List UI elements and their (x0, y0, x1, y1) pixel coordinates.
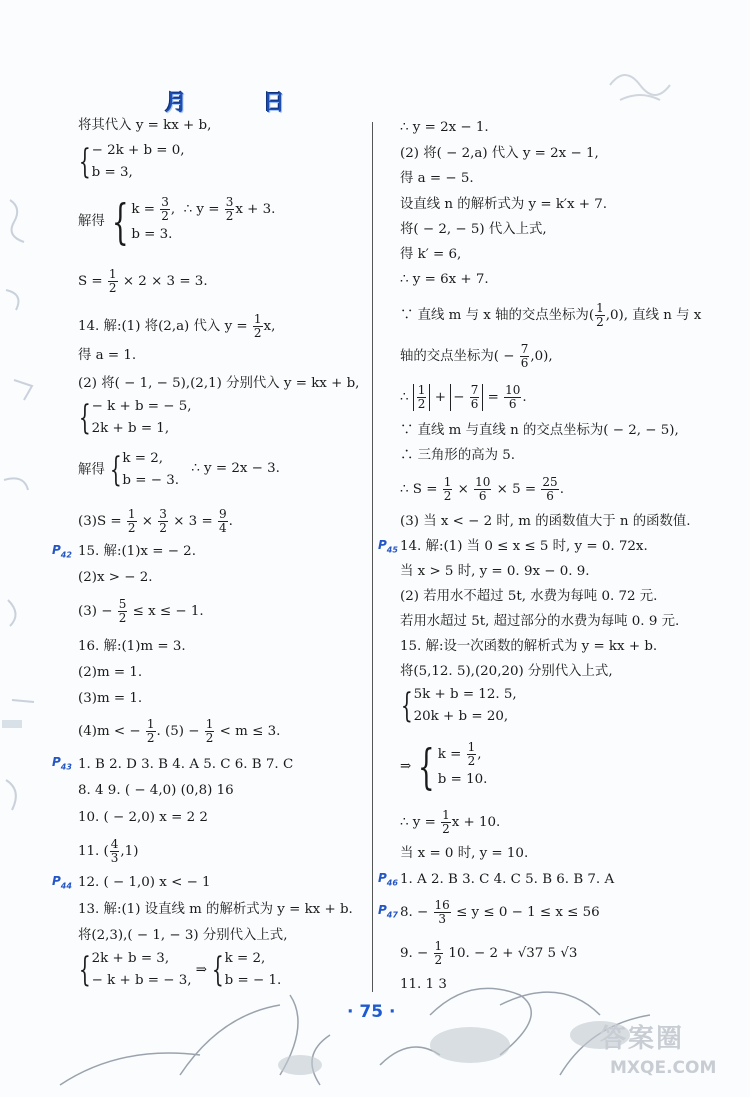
text-line: ∴ y = 2x − 1. (400, 120, 489, 135)
equation-system: { − k + b = − 5, 2k + b = 1, (78, 398, 192, 438)
text-line: 将(5,12. 5),(20,20) 分别代入上式, (400, 664, 613, 679)
text-line: 15. 解:(1)x = − 2. (78, 544, 196, 559)
text-line: (3) 当 x < − 2 时, m 的函数值大于 n 的函数值. (400, 514, 691, 529)
answer-line: 8. 4 9. ( − 4,0) (0,8) 16 (78, 783, 234, 798)
answer-line: 1. A 2. B 3. C 4. C 5. B 6. B 7. A (400, 872, 615, 887)
equation-system: { 5k + b = 12. 5, 20k + b = 20, (400, 686, 517, 726)
text-line: ∵ 直线 m 与直线 n 的交点坐标为( − 2, − 5), (400, 423, 679, 438)
page-marker-46: $P_{46}$ (378, 871, 398, 888)
equation-system: { 2k + b = 3, − k + b = − 3, ⇒ { k = 2, b = − 1. (78, 950, 282, 990)
text-line: 将( − 2, − 5) 代入上式, (400, 222, 547, 237)
text-line: (2)m = 1. (78, 665, 143, 680)
equation-system: { − 2k + b = 0, b = 3, (78, 142, 185, 182)
page-marker-47: $P_{47}$ (378, 903, 398, 920)
text-line: 将(2,3),( − 1, − 3) 分别代入上式, (78, 928, 288, 943)
text-line: 15. 解:设一次函数的解析式为 y = kx + b. (400, 639, 658, 654)
text-line: 设直线 n 的解析式为 y = k′x + 7. (400, 197, 608, 212)
text-line: ∴ 三角形的高为 5. (400, 448, 516, 463)
page-marker-42: $P_{42}$ (52, 543, 72, 560)
solution-line: 解得 { k = $\frac{3}{2}$ , ∴ y = $\frac{3}{2}$ x + 3. b = 3. (78, 193, 276, 250)
answer-line: 10. ( − 2,0) x = 2 2 (78, 810, 208, 825)
header-month: 月 (165, 91, 188, 116)
watermark-url: MXQE.COM (610, 1058, 717, 1078)
text-line: (2) 若用水不超过 5t, 水费为每吨 0. 72 元. (400, 589, 658, 604)
text-line: 轴的交点坐标为( − $\frac{7}{6}$ ,0), (400, 342, 553, 370)
text-line: 13. 解:(1) 设直线 m 的解析式为 y = kx + b. (78, 902, 353, 917)
text-line: 当 x > 5 时, y = 0. 9x − 0. 9. (400, 564, 590, 579)
solution-line: 解得 { k = 2, b = − 3. ∴ y = 2x − 3. (78, 450, 280, 490)
text-line: 16. 解:(1)m = 3. (78, 639, 186, 654)
area-line: ∴ S = $\frac{1}{2}$ × $\frac{10}{6}$ × 5 = $\frac{25}{6}$ . (400, 475, 564, 503)
text-line: 14. 解:(1) 将(2,a) 代入 y = $\frac{1}{2}$ x, (78, 312, 276, 340)
answer-line: 11. ( $\frac{4}{3}$ ,1) (78, 837, 139, 865)
inequality-line: (4)m < − $\frac{1}{2}$ . (5) − $\frac{1}{2}$ < m ≤ 3. (78, 717, 281, 745)
text-line: 得 a = − 5. (400, 171, 474, 186)
text-line: (2) 将( − 1, − 5),(2,1) 分别代入 y = kx + b, (78, 376, 360, 391)
text-line: 得 a = 1. (78, 348, 137, 363)
text-line: ∴ y = 6x + 7. (400, 272, 489, 287)
text-line: (2) 将( − 2,a) 代入 y = 2x − 1, (400, 146, 599, 161)
page-marker-44: $P_{44}$ (52, 874, 72, 891)
inequality-line: (3) − $\frac{5}{2}$ ≤ x ≤ − 1. (78, 597, 204, 625)
text-line: (3)m = 1. (78, 691, 143, 706)
area-line: (3)S = $\frac{1}{2}$ × $\frac{3}{2}$ × 3 = $\frac{9}{4}$ . (78, 507, 233, 535)
text-line: ∴ y = $\frac{1}{2}$ x + 10. (400, 808, 501, 836)
text-line: 若用水超过 5t, 超过部分的水费为每吨 0. 9 元. (400, 614, 680, 629)
text-line: (2)x > − 2. (78, 570, 153, 585)
header-day: 日 (263, 91, 286, 116)
page-marker-45: $P_{45}$ (378, 538, 398, 555)
solution-line: ⇒ { k = $\frac{1}{2}$ , b = 10. (400, 738, 488, 795)
page-number: · 75 · (347, 1002, 396, 1022)
area-line: S = $\frac{1}{2}$ × 2 × 3 = 3. (78, 267, 208, 295)
answer-line: 1. B 2. D 3. B 4. A 5. C 6. B 7. C (78, 757, 294, 772)
text-line: 将其代入 y = kx + b, (78, 118, 212, 133)
watermark-logo: 答案圈 (600, 1024, 685, 1054)
answer-line: 12. ( − 1,0) x < − 1 (78, 875, 211, 890)
text-line: 14. 解:(1) 当 0 ≤ x ≤ 5 时, y = 0. 72x. (400, 539, 648, 554)
answer-line: 11. 1 3 (400, 977, 447, 992)
answer-line: 8. − $\frac{16}{3}$ ≤ y ≤ 0 − 1 ≤ x ≤ 56 (400, 898, 600, 926)
text-line: 当 x = 0 时, y = 10. (400, 846, 529, 861)
answer-line: 9. − $\frac{1}{2}$ 10. − 2 + √37 5 √3 (400, 939, 578, 967)
text-line: 得 k′ = 6, (400, 247, 462, 262)
page-marker-43: $P_{43}$ (52, 755, 72, 772)
absolute-value-line: ∴ $\frac{1}{2}$ + − $\frac{7}{6}$ = $\frac{10}{6}$ . (400, 383, 527, 411)
text-line: ∵ 直线 m 与 x 轴的交点坐标为( $\frac{1}{2}$ ,0), 直线 n 与 x (400, 301, 702, 329)
